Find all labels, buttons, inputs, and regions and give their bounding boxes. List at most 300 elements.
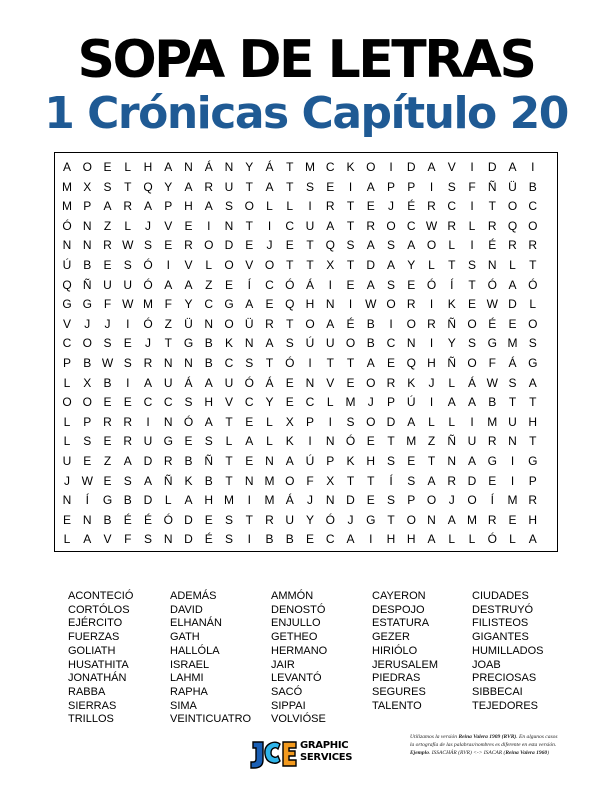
grid-letter: L [448, 414, 456, 429]
grid-letter: K [346, 454, 355, 468]
grid-letter: E [407, 277, 416, 292]
grid-letter: D [467, 473, 477, 488]
grid-letter: E [366, 199, 375, 214]
grid-letter: L [529, 297, 537, 312]
grid-letter: A [528, 375, 537, 390]
grid-letter: L [124, 218, 132, 233]
grid-letter: C [406, 218, 416, 233]
grid-letter: T [326, 356, 334, 370]
grid-letter: S [285, 336, 294, 351]
grid-letter: W [365, 297, 377, 312]
grid-letter: E [508, 512, 517, 527]
grid-letter: A [184, 179, 193, 194]
grid-letter: U [467, 434, 477, 449]
grid-letter: M [487, 414, 498, 429]
grid-letter: U [62, 454, 72, 468]
grid-letter: Í [389, 473, 393, 488]
grid-letter: T [529, 395, 537, 410]
grid-letter: U [285, 512, 295, 527]
grid-letter: E [467, 297, 476, 312]
grid-letter: S [83, 434, 92, 449]
search-word: JONATHÁN [68, 672, 127, 685]
grid-letter: T [225, 414, 233, 429]
grid-letter: T [346, 199, 355, 214]
grid-letter: L [266, 414, 273, 429]
grid-letter: L [326, 395, 334, 410]
search-word: VOLVIÓSE [271, 713, 326, 726]
grid-letter: P [386, 179, 395, 194]
grid-letter: F [164, 297, 172, 312]
grid-letter: A [123, 454, 132, 468]
grid-letter: C [163, 395, 173, 410]
grid-letter: G [528, 454, 538, 468]
grid-letter: S [386, 277, 395, 292]
search-word: ESTATURA [372, 617, 430, 630]
grid-letter: H [406, 532, 416, 547]
grid-letter: Í [85, 493, 89, 508]
grid-letter: C [143, 395, 153, 410]
grid-letter: D [508, 297, 517, 312]
grid-letter: B [285, 532, 294, 547]
search-word: GETHEO [271, 631, 318, 644]
grid-letter: A [245, 297, 254, 312]
grid-letter: E [285, 395, 294, 410]
grid-letter: T [245, 179, 253, 194]
grid-letter: J [448, 493, 455, 508]
grid-letter: S [305, 179, 314, 194]
grid-letter: A [508, 160, 517, 174]
grid-letter: J [428, 375, 435, 390]
grid-letter: M [467, 512, 477, 527]
grid-letter: U [305, 218, 315, 233]
search-word: ELHANÁN [170, 617, 222, 630]
grid-letter: E [245, 414, 254, 429]
grid-letter: I [470, 199, 474, 214]
grid-letter: S [528, 336, 537, 351]
grid-letter: L [468, 218, 476, 233]
grid-letter: B [528, 179, 537, 194]
grid-letter: N [82, 512, 92, 527]
grid-letter: W [486, 297, 498, 312]
grid-letter: T [306, 238, 314, 253]
grid-letter: R [487, 512, 497, 527]
grid-letter: N [244, 336, 254, 351]
grid-letter: A [143, 473, 152, 488]
grid-letter: A [366, 277, 375, 292]
grid-letter: N [508, 434, 517, 449]
grid-letter: T [387, 512, 395, 527]
grid-letter: Ó [426, 277, 437, 292]
grid-letter: C [265, 277, 274, 292]
grid-letter: D [346, 493, 355, 508]
grid-letter: A [467, 395, 476, 410]
grid-letter: Ü [244, 316, 254, 331]
grid-letter: S [224, 532, 233, 547]
grid-letter: C [386, 336, 396, 351]
grid-letter: J [388, 199, 394, 214]
word-column [472, 590, 572, 713]
grid-letter: Q [325, 238, 335, 253]
grid-letter: G [528, 356, 538, 370]
grid-letter: E [245, 238, 254, 253]
grid-letter: Q [285, 297, 295, 312]
note-version-bold: Reina Valera 1960 [505, 750, 548, 756]
grid-letter: W [425, 218, 438, 233]
note-text: . ISSACHÁR (RVR) <-> ISACAR ( [428, 750, 506, 756]
grid-letter: É [407, 199, 416, 214]
grid-letter: T [286, 316, 294, 331]
grid-letter: V [326, 375, 335, 390]
grid-letter: J [307, 493, 313, 508]
word-column [271, 590, 371, 727]
grid-letter: M [345, 395, 356, 410]
search-word: SEGURES [372, 685, 426, 698]
grid-letter: Z [164, 316, 172, 331]
grid-letter: U [143, 434, 153, 449]
grid-letter: Y [164, 179, 173, 194]
grid-letter: A [366, 179, 375, 194]
grid-letter: L [448, 375, 456, 390]
grid-letter: I [126, 375, 130, 390]
grid-letter: Ñ [82, 277, 92, 292]
grid-letter: S [245, 356, 254, 370]
grid-letter: G [102, 493, 113, 508]
grid-letter: É [143, 512, 152, 527]
logo-text-line1: GRAPHIC [300, 740, 349, 751]
grid-letter: G [82, 297, 92, 312]
grid-letter: O [285, 473, 295, 488]
grid-letter: X [326, 473, 335, 488]
grid-letter: P [164, 199, 173, 214]
grid-letter: R [386, 375, 396, 390]
grid-letter: Á [285, 493, 294, 508]
grid-letter: Ó [62, 218, 72, 233]
grid-letter: E [103, 258, 112, 272]
grid-row [55, 353, 559, 375]
grid-letter: D [184, 512, 193, 527]
search-word: GOLIATH [68, 644, 116, 657]
grid-letter: P [386, 395, 395, 410]
grid-letter: L [266, 434, 273, 449]
search-word: ISRAEL [170, 658, 210, 671]
grid-letter: C [325, 532, 335, 547]
grid-letter: E [103, 160, 112, 174]
search-word: SIPPAI [271, 699, 306, 712]
grid-letter: Ó [285, 277, 295, 292]
grid-letter: Á [184, 375, 193, 390]
search-word: ACONTECIÓ [68, 590, 134, 602]
grid-letter: B [83, 356, 92, 370]
grid-letter: E [366, 434, 375, 449]
grid-letter: K [285, 434, 294, 449]
grid-letter: L [286, 199, 294, 214]
grid-letter: Á [508, 356, 517, 370]
search-word: JERUSALEM [372, 658, 439, 671]
grid-letter: A [427, 532, 436, 547]
grid-letter: F [468, 179, 476, 194]
search-word: FILISTEOS [472, 617, 529, 630]
grid-letter: Q [406, 356, 416, 370]
grid-letter: I [247, 493, 251, 508]
grid-letter: O [406, 316, 416, 331]
grid-letter: N [224, 218, 234, 233]
grid-letter: R [123, 434, 133, 449]
grid-letter: O [82, 160, 92, 174]
grid-letter: Á [467, 375, 476, 390]
grid-letter: L [63, 414, 71, 429]
grid-letter: Á [265, 375, 274, 390]
grid-letter: A [164, 160, 173, 174]
grid-letter: L [509, 258, 516, 272]
grid-letter: H [143, 160, 153, 174]
search-word: DENOSTÓ [271, 603, 326, 616]
grid-letter: L [225, 434, 233, 449]
grid-letter: A [143, 199, 152, 214]
grid-letter: X [83, 375, 92, 390]
grid-letter: I [470, 414, 474, 429]
grid-letter: P [62, 356, 71, 370]
grid-letter: Ú [62, 258, 72, 272]
grid-letter: I [348, 179, 353, 194]
grid-letter: L [205, 258, 213, 272]
search-word: GEZER [372, 631, 410, 644]
grid-letter: L [448, 532, 456, 547]
grid-letter: B [123, 493, 132, 508]
grid-row [55, 235, 559, 257]
word-column [170, 590, 270, 727]
search-word: PIEDRAS [372, 672, 421, 685]
grid-letter: R [325, 199, 335, 214]
search-word: JOAB [472, 658, 501, 671]
grid-letter: T [245, 512, 253, 527]
grid-letter: U [103, 277, 112, 292]
grid-letter: Í [490, 493, 494, 508]
grid-letter: Q [143, 179, 153, 194]
grid-letter: E [346, 277, 355, 292]
grid-letter: X [285, 414, 294, 429]
grid-letter: I [510, 473, 515, 488]
grid-letter: T [346, 258, 355, 272]
grid-letter: O [507, 199, 518, 214]
grid-letter: T [286, 258, 294, 272]
grid-letter: T [346, 356, 355, 370]
grid-letter: C [244, 395, 254, 410]
grid-letter: E [123, 395, 132, 410]
grid-letter: L [63, 375, 71, 390]
grid-letter: S [467, 336, 476, 351]
grid-letter: O [224, 316, 234, 331]
grid-letter: A [447, 395, 456, 410]
grid-letter: F [306, 473, 314, 488]
grid-letter: S [143, 532, 152, 547]
grid-letter: S [346, 238, 355, 253]
grid-letter: N [163, 414, 173, 429]
grid-letter: C [447, 199, 457, 214]
grid-letter: T [529, 434, 537, 449]
grid-letter: B [103, 512, 112, 527]
grid-letter: I [389, 316, 393, 331]
grid-letter: T [164, 336, 172, 351]
grid-row [55, 510, 559, 532]
grid-letter: Z [103, 454, 112, 468]
grid-row [55, 490, 559, 512]
grid-letter: G [183, 336, 194, 351]
grid-row [55, 431, 559, 453]
grid-letter: N [325, 493, 335, 508]
grid-letter: E [386, 356, 395, 370]
grid-letter: I [429, 395, 434, 410]
search-word: CORTÓLOS [68, 603, 130, 616]
grid-letter: B [204, 336, 213, 351]
grid-letter: O [244, 199, 254, 214]
grid-row [55, 529, 559, 551]
version-note [410, 733, 580, 757]
grid-letter: P [326, 454, 335, 468]
grid-letter: J [104, 316, 111, 331]
grid-row [55, 216, 559, 238]
grid-letter: E [164, 238, 173, 253]
grid-letter: A [143, 375, 152, 390]
grid-letter: V [447, 160, 456, 174]
grid-letter: Í [450, 277, 454, 292]
note-text: ) [547, 750, 550, 756]
grid-letter: E [285, 238, 294, 253]
grid-letter: V [245, 258, 254, 272]
grid-letter: K [184, 473, 193, 488]
grid-letter: N [82, 238, 92, 253]
grid-letter: A [386, 258, 395, 272]
letter-grid [54, 152, 558, 552]
grid-letter: N [487, 258, 497, 272]
grid-letter: R [265, 512, 274, 527]
grid-letter: E [245, 454, 254, 468]
grid-letter: A [447, 512, 456, 527]
grid-letter: T [286, 179, 294, 194]
grid-letter: F [488, 356, 496, 370]
grid-letter: L [164, 493, 172, 508]
grid-letter: J [84, 316, 91, 331]
grid-letter: N [244, 473, 254, 488]
search-word: HUMILLADOS [472, 644, 544, 657]
grid-letter: Ñ [163, 473, 173, 488]
grid-letter: C [528, 199, 538, 214]
grid-letter: Y [245, 160, 254, 174]
search-word: JAIR [271, 658, 295, 671]
grid-letter: Ú [305, 336, 315, 351]
grid-letter: R [508, 238, 517, 253]
grid-letter: S [508, 375, 517, 390]
grid-letter: L [448, 238, 456, 253]
grid-row [55, 451, 559, 473]
grid-letter: N [305, 375, 315, 390]
grid-letter: T [529, 258, 537, 272]
grid-letter: S [103, 336, 112, 351]
grid-letter: N [184, 356, 193, 370]
grid-letter: B [204, 356, 213, 370]
grid-letter: E [224, 277, 233, 292]
grid-letter: E [103, 434, 112, 449]
grid-letter: I [126, 316, 130, 331]
grid-letter: C [325, 160, 335, 174]
grid-letter: S [143, 238, 152, 253]
grid-letter: A [204, 199, 213, 214]
grid-letter: I [470, 238, 474, 253]
grid-letter: H [528, 414, 538, 429]
search-word: DESTRUYÓ [472, 603, 534, 616]
search-word: ADEMÁS [170, 590, 217, 602]
grid-letter: R [366, 218, 376, 233]
grid-letter: É [346, 316, 355, 331]
grid-letter: A [508, 277, 517, 292]
grid-letter: N [325, 434, 335, 449]
grid-letter: A [528, 532, 537, 547]
grid-letter: J [145, 218, 151, 233]
word-list [68, 590, 548, 726]
grid-letter: Ñ [447, 356, 457, 370]
grid-letter: M [143, 297, 153, 312]
grid-letter: B [83, 258, 92, 272]
grid-letter: R [447, 473, 457, 488]
note-example-label: Ejemplo [410, 750, 429, 756]
grid-letter: Ñ [487, 179, 497, 194]
grid-letter: J [347, 512, 354, 527]
grid-letter: N [447, 454, 457, 468]
grid-letter: P [528, 473, 537, 488]
logo-mark-icon [250, 736, 300, 772]
grid-letter: W [122, 297, 134, 312]
grid-letter: R [163, 454, 173, 468]
grid-letter: A [204, 375, 213, 390]
grid-letter: U [224, 375, 234, 390]
grid-letter: P [407, 179, 416, 194]
grid-letter: W [101, 356, 114, 370]
grid-letter: O [528, 316, 538, 331]
grid-letter: E [123, 336, 132, 351]
grid-letter: Á [204, 160, 213, 174]
grid-letter: H [204, 395, 214, 410]
grid-letter: R [103, 414, 112, 429]
grid-letter: L [63, 434, 71, 449]
grid-letter: L [428, 414, 435, 429]
grid-letter: V [103, 532, 112, 547]
grid-letter: S [467, 258, 476, 272]
grid-letter: T [286, 160, 294, 174]
grid-letter: Ó [163, 512, 173, 527]
grid-letter: S [386, 493, 395, 508]
grid-letter: T [306, 258, 314, 272]
grid-row [55, 412, 559, 434]
grid-letter: R [528, 238, 538, 253]
grid-letter: Ü [508, 179, 517, 194]
grid-letter: K [346, 160, 355, 174]
grid-letter: E [103, 473, 112, 488]
grid-letter: O [366, 375, 376, 390]
grid-letter: E [62, 512, 71, 527]
grid-letter: M [62, 179, 72, 194]
grid-letter: É [123, 512, 132, 527]
grid-letter: H [366, 454, 376, 468]
grid-letter: W [81, 473, 93, 488]
grid-letter: Ú [406, 395, 416, 410]
grid-letter: O [386, 218, 396, 233]
logo-text-line2: SERVICES [300, 752, 353, 763]
grid-letter: I [166, 258, 170, 272]
grid-letter: Ñ [447, 434, 457, 449]
grid-letter: T [427, 454, 436, 468]
grid-letter: I [308, 199, 312, 214]
note-text: la ortografía de las palabras/nombres es diferente en esta versión. [410, 742, 557, 748]
grid-letter: C [285, 218, 295, 233]
